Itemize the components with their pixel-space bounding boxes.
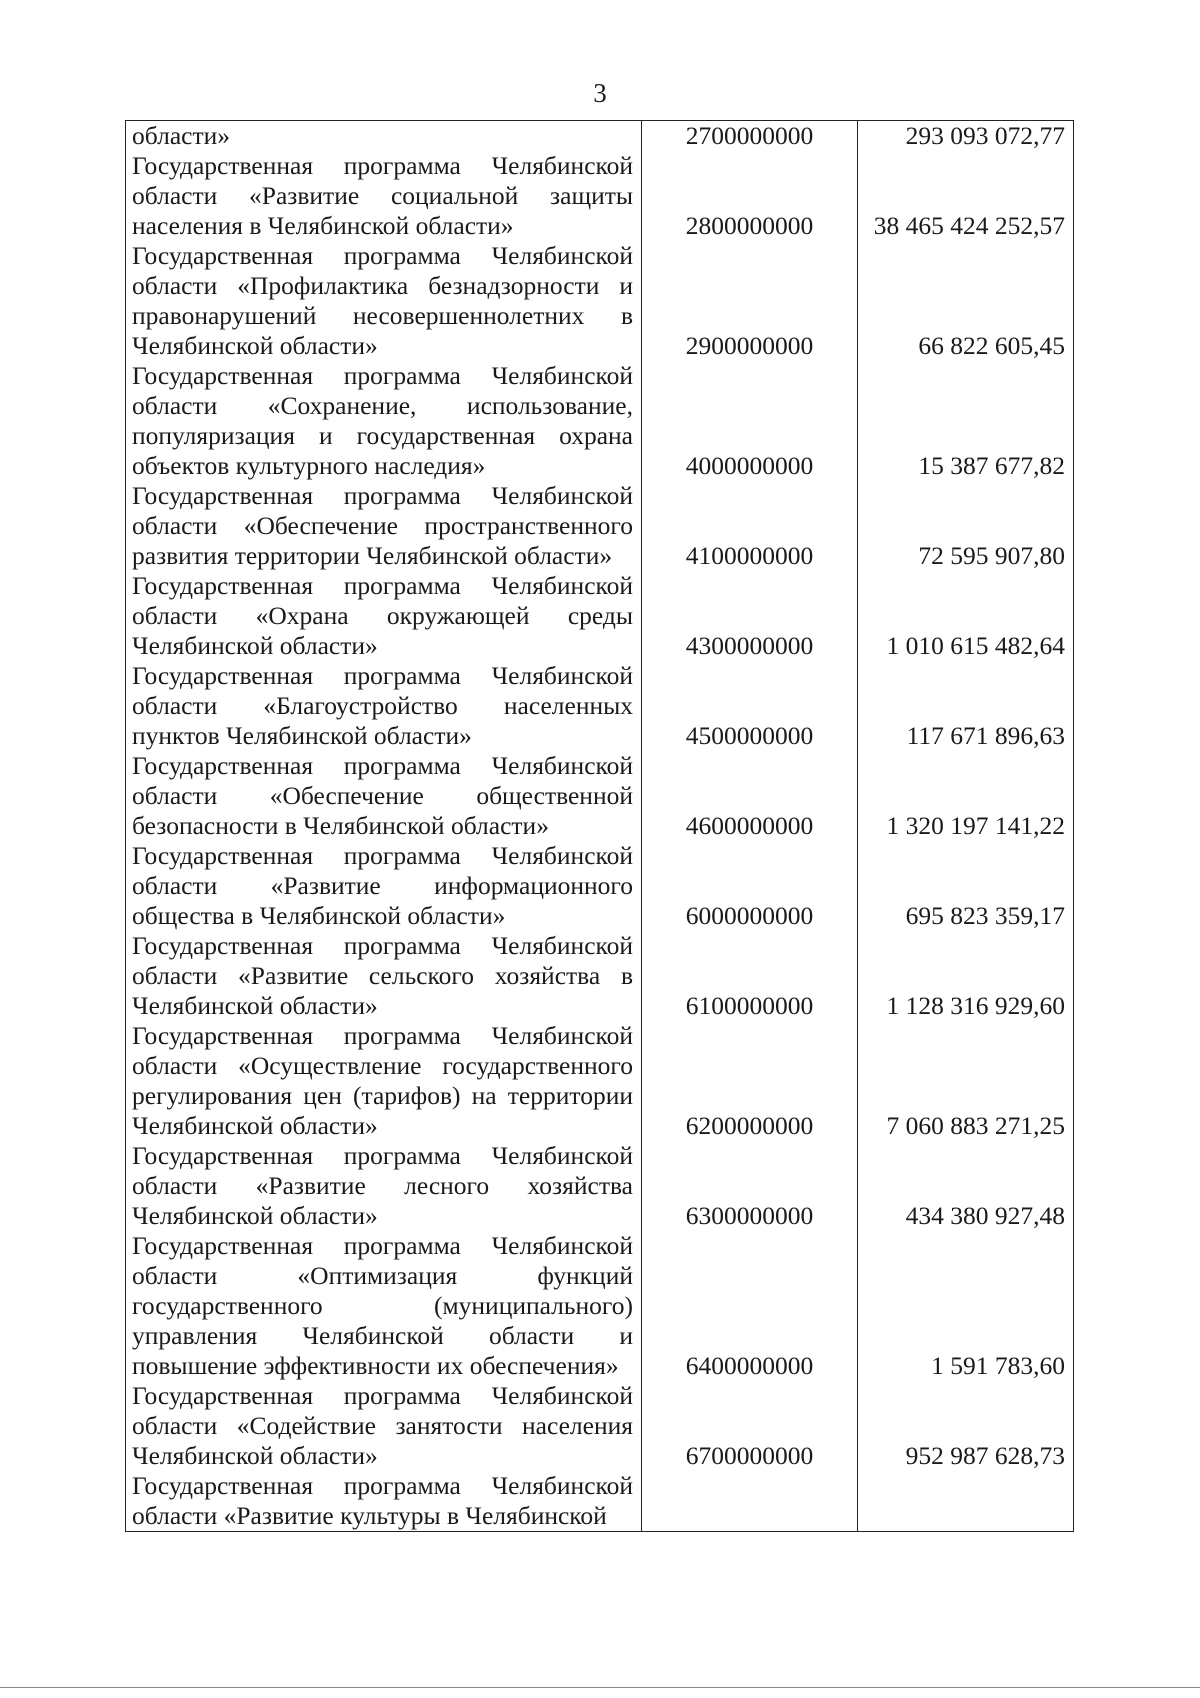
table-row xyxy=(126,1141,1074,1231)
amount-cell xyxy=(858,1471,1074,1532)
table-row xyxy=(126,751,1074,841)
program-name: Государственная программа Челябинской области «Развитие сельского хозяйства в Челябинской области» xyxy=(132,931,633,1020)
table-row xyxy=(126,121,1074,152)
table-row xyxy=(126,841,1074,931)
program-name: области» xyxy=(132,121,230,150)
target-code-cell: 4600000000 xyxy=(642,751,858,841)
program-name: Государственная программа Челябинской области «Обеспечение пространственного развития территории Челябинской области» xyxy=(132,481,633,570)
program-name-cell xyxy=(126,481,642,571)
table-row xyxy=(126,571,1074,661)
amount-cell: 695 823 359,17 xyxy=(858,841,1074,931)
target-code-cell: 4000000000 xyxy=(642,361,858,481)
amount-cell: 1 591 783,60 xyxy=(858,1231,1074,1381)
table-row xyxy=(126,931,1074,1021)
table-row xyxy=(126,1381,1074,1471)
program-name: Государственная программа Челябинской области «Развитие социальной защиты населения в Челябинской области» xyxy=(132,151,633,240)
program-name-cell xyxy=(126,841,642,931)
amount-cell: 293 093 072,77 xyxy=(858,121,1074,152)
program-name-cell xyxy=(126,1381,642,1471)
program-name: Государственная программа Челябинской области «Развитие информационного общества в Челябинской области» xyxy=(132,841,633,930)
program-name-cell xyxy=(126,1231,642,1381)
page-number: 3 xyxy=(593,78,607,108)
target-code-cell: 6000000000 xyxy=(642,841,858,931)
amount-cell: 1 128 316 929,60 xyxy=(858,931,1074,1021)
program-name: Государственная программа Челябинской области «Развитие лесного хозяйства Челябинской области» xyxy=(132,1141,633,1230)
program-name-cell xyxy=(126,1021,642,1141)
table-row xyxy=(126,1231,1074,1381)
amount-cell: 38 465 424 252,57 xyxy=(858,151,1074,241)
target-code-cell: 2900000000 xyxy=(642,241,858,361)
program-name: Государственная программа Челябинской области «Благоустройство населенных пунктов Челябинской области» xyxy=(132,661,633,750)
target-code-cell: 6100000000 xyxy=(642,931,858,1021)
target-code-cell: 2700000000 xyxy=(642,121,858,152)
program-name-cell xyxy=(126,121,642,152)
target-code-cell: 4500000000 xyxy=(642,661,858,751)
table-row xyxy=(126,481,1074,571)
program-name-cell xyxy=(126,1141,642,1231)
target-code-cell: 4300000000 xyxy=(642,571,858,661)
amount-cell: 1 010 615 482,64 xyxy=(858,571,1074,661)
program-name-cell xyxy=(126,361,642,481)
amount-cell: 72 595 907,80 xyxy=(858,481,1074,571)
amount-cell: 7 060 883 271,25 xyxy=(858,1021,1074,1141)
program-name: Государственная программа Челябинской области «Содействие занятости населения Челябинской области» xyxy=(132,1381,633,1470)
program-name-cell xyxy=(126,751,642,841)
program-name-cell xyxy=(126,661,642,751)
program-name: Государственная программа Челябинской области «Профилактика безнадзорности и правонарушений несовершеннолетних в Челябинской области» xyxy=(132,241,633,360)
target-code-cell: 4100000000 xyxy=(642,481,858,571)
amount-cell: 15 387 677,82 xyxy=(858,361,1074,481)
table-row xyxy=(126,151,1074,241)
program-name-cell xyxy=(126,241,642,361)
budget-table-body xyxy=(126,121,1074,1532)
program-name: Государственная программа Челябинской области «Обеспечение общественной безопасности в Челябинской области» xyxy=(132,751,633,840)
table-row xyxy=(126,1471,1074,1532)
program-name-cell xyxy=(126,151,642,241)
page-bottom-divider xyxy=(0,1687,1200,1688)
program-name: Государственная программа Челябинской области «Оптимизация функций государственного (муниципального) управления Челябинской области и повышение эффективности их обеспечения» xyxy=(132,1231,633,1380)
table-row xyxy=(126,661,1074,751)
target-code-cell: 2800000000 xyxy=(642,151,858,241)
target-code-cell: 6200000000 xyxy=(642,1021,858,1141)
amount-cell: 952 987 628,73 xyxy=(858,1381,1074,1471)
table-row xyxy=(126,361,1074,481)
amount-cell: 66 822 605,45 xyxy=(858,241,1074,361)
target-code-cell: 6400000000 xyxy=(642,1231,858,1381)
program-name: Государственная программа Челябинской области «Сохранение, использование, популяризация и государственная охрана объектов культурного наследия» xyxy=(132,361,633,480)
table-row xyxy=(126,1021,1074,1141)
target-code-cell xyxy=(642,1471,858,1532)
amount-cell: 1 320 197 141,22 xyxy=(858,751,1074,841)
amount-cell: 434 380 927,48 xyxy=(858,1141,1074,1231)
target-code-cell: 6300000000 xyxy=(642,1141,858,1231)
budget-table xyxy=(125,120,1074,1532)
program-name: Государственная программа Челябинской области «Развитие культуры в Челябинской xyxy=(132,1471,633,1530)
program-name-cell xyxy=(126,931,642,1021)
program-name-cell xyxy=(126,571,642,661)
target-code-cell: 6700000000 xyxy=(642,1381,858,1471)
amount-cell: 117 671 896,63 xyxy=(858,661,1074,751)
program-name: Государственная программа Челябинской области «Осуществление государственного регулирования цен (тарифов) на территории Челябинской области» xyxy=(132,1021,633,1140)
table-row xyxy=(126,241,1074,361)
program-name: Государственная программа Челябинской области «Охрана окружающей среды Челябинской области» xyxy=(132,571,633,660)
program-name-cell xyxy=(126,1471,642,1532)
